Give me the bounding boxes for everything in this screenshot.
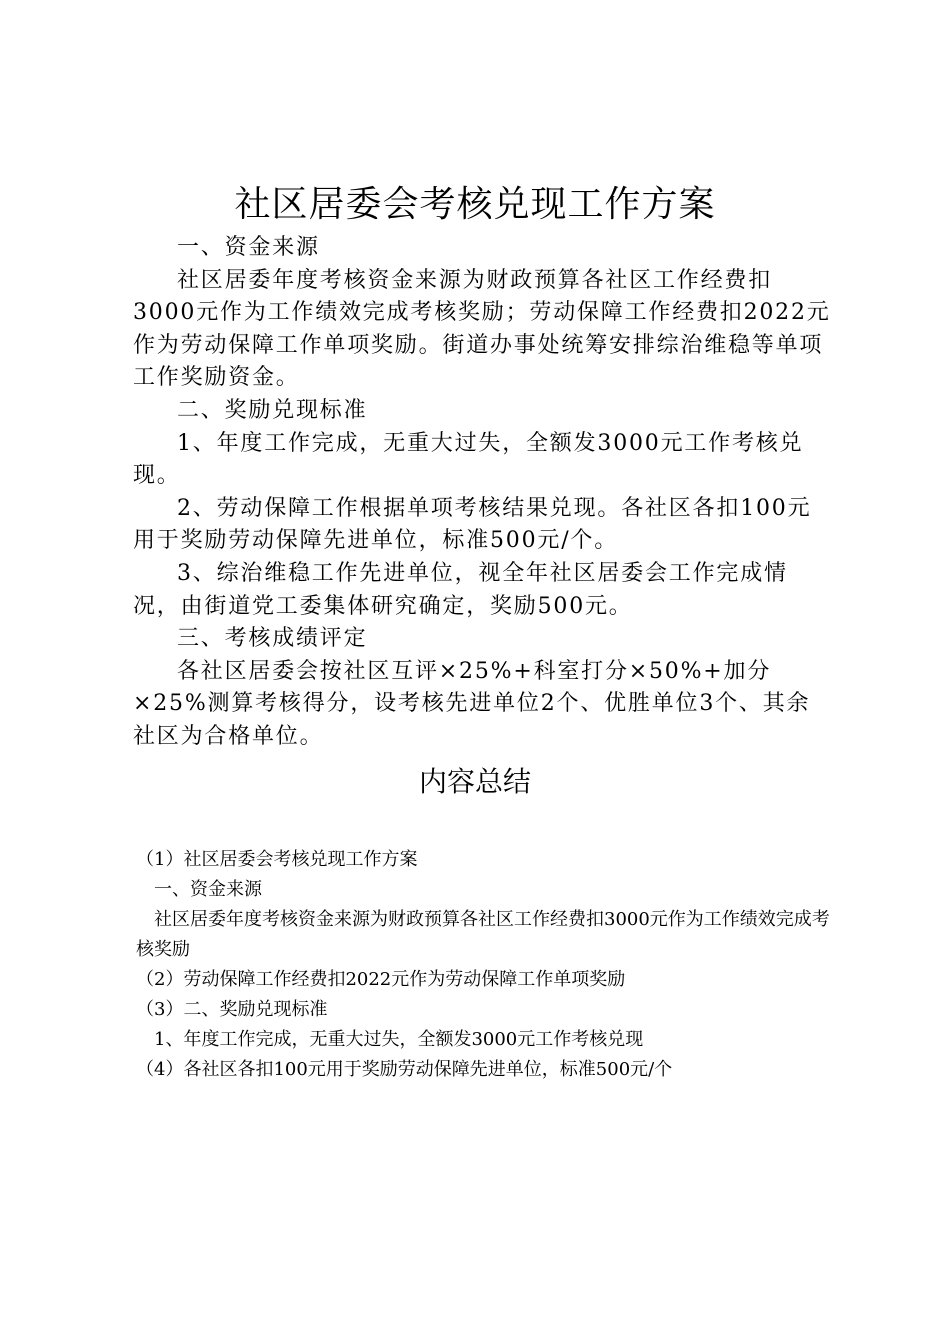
summary-line: （3）二、奖励兑现标准 xyxy=(136,999,328,1020)
section-heading-funding: 一、资金来源 xyxy=(177,235,320,260)
summary-heading: 内容总结 xyxy=(418,765,531,798)
summary-line: 社区居委年度考核资金来源为财政预算各社区工作经费扣3000元作为工作绩效完成考核奖励 xyxy=(136,909,830,960)
paragraph-reward-2: 2、劳动保障工作根据单项考核结果兑现。各社区各扣100元用于奖励劳动保障先进单位，标准500元/个。 xyxy=(133,495,812,554)
paragraph-reward-3: 3、综治维稳工作先进单位，视全年社区居委会工作完成情况，由街道党工委集体研究确定，奖励500元。 xyxy=(133,560,788,619)
paragraph-reward-1: 1、年度工作完成，无重大过失，全额发3000元工作考核兑现。 xyxy=(133,430,804,489)
summary-line: 1、年度工作完成，无重大过失，全额发3000元工作考核兑现 xyxy=(154,1029,644,1050)
summary-line: （4）各社区各扣100元用于奖励劳动保障先进单位，标准500元/个 xyxy=(136,1059,673,1080)
document-body xyxy=(133,232,833,754)
summary-list xyxy=(136,845,836,1085)
paragraph-assessment: 各社区居委会按社区互评×25%+科室打分×50%+加分×25%测算考核得分，设考核先进单位2个、优胜单位3个、其余社区为合格单位。 xyxy=(133,658,811,749)
section-heading-reward-standard: 二、奖励兑现标准 xyxy=(177,397,368,423)
summary-line: （2）劳动保障工作经费扣2022元作为劳动保障工作单项奖励 xyxy=(136,969,626,990)
document-title: 社区居委会考核兑现工作方案 xyxy=(234,184,716,225)
summary-line: 一、资金来源 xyxy=(154,879,262,900)
section-heading-assessment: 三、考核成绩评定 xyxy=(177,626,368,652)
paragraph-funding: 社区居委年度考核资金来源为财政预算各社区工作经费扣3000元作为工作绩效完成考核奖励；劳动保障工作经费扣2022元作为劳动保障工作单项奖励。街道办事处统筹安排综治维稳等单项工作奖励资金。 xyxy=(133,267,831,391)
summary-line: （1）社区居委会考核兑现工作方案 xyxy=(136,849,418,870)
